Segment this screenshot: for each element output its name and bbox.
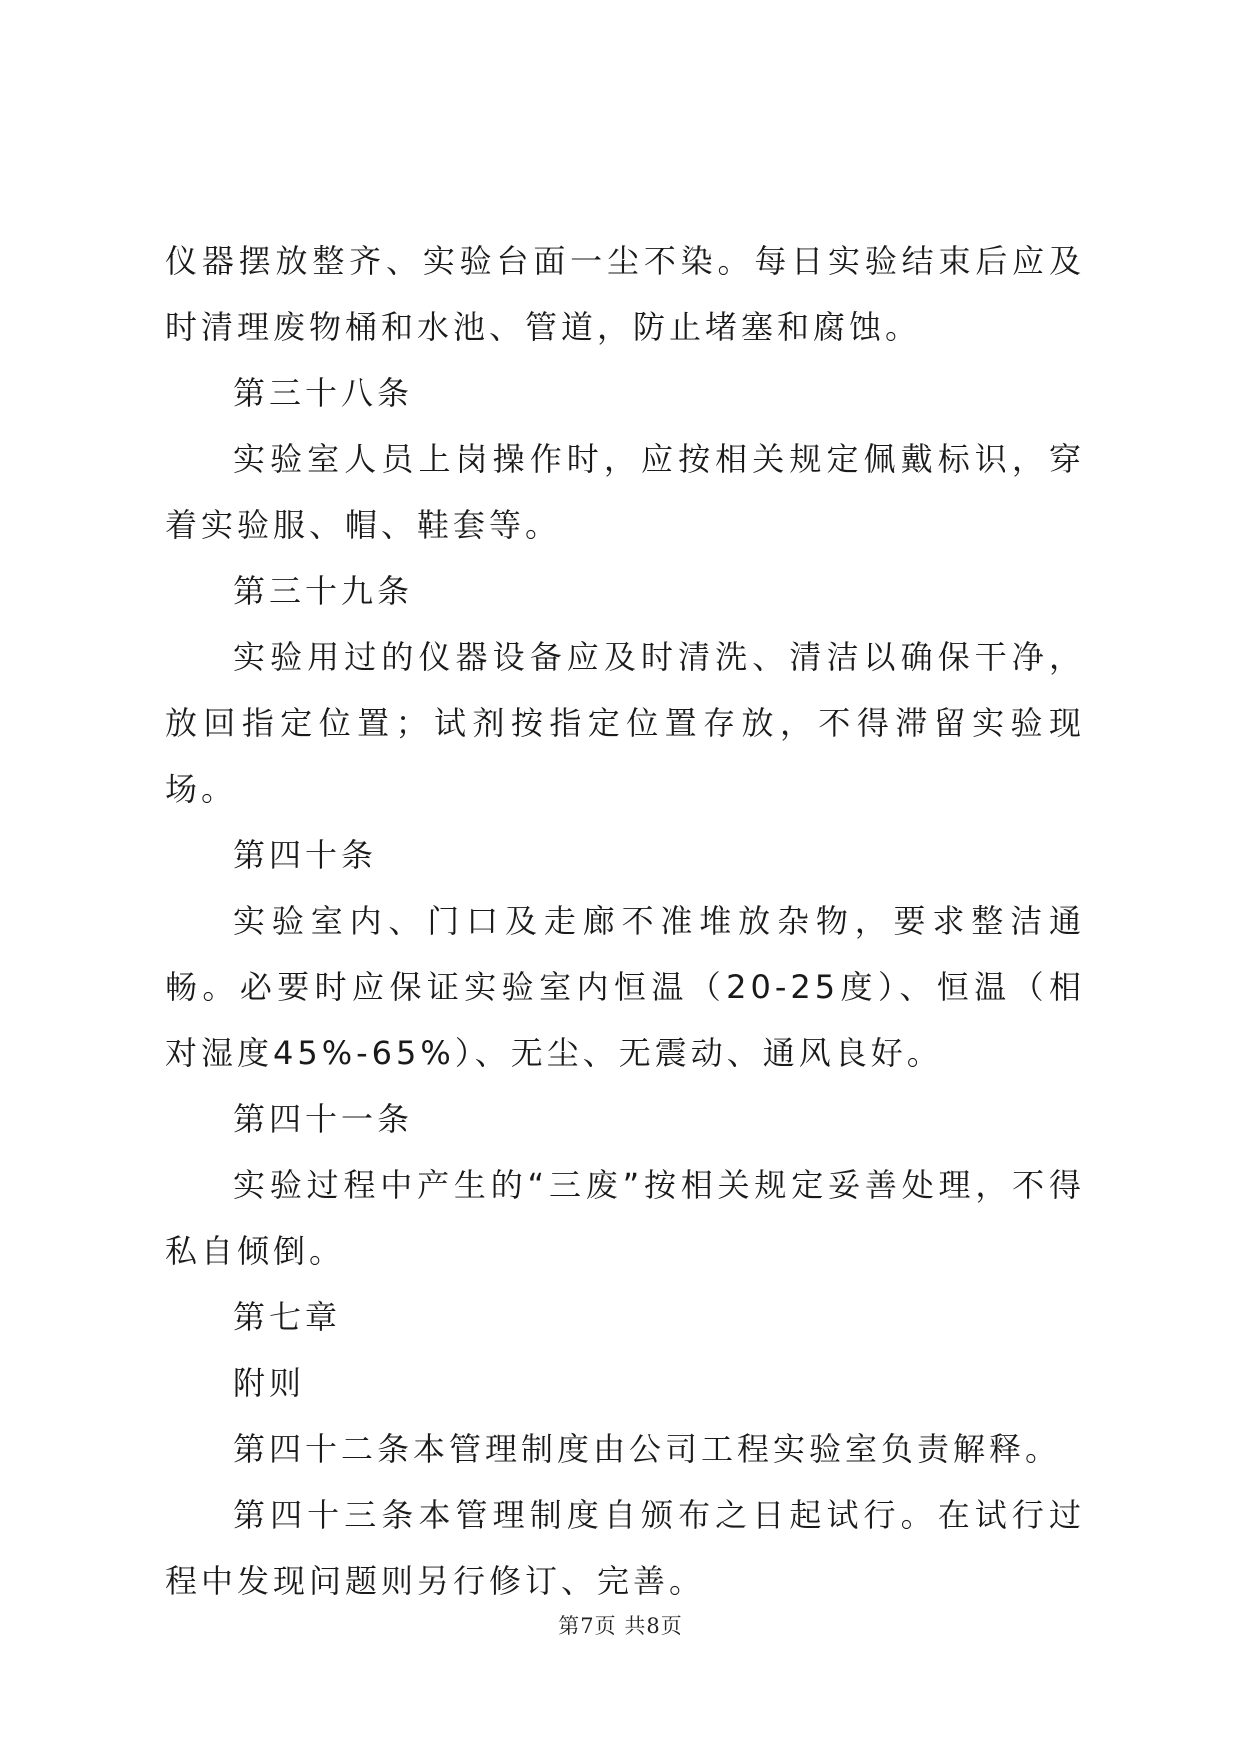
- article-43: 第四十三条本管理制度自颁布之日起试行。在试行过程中发现问题则另行修订、完善。: [165, 1496, 1085, 1600]
- article-41-body: 实验过程中产生的“三废”按相关规定妥善处理，不得私自倾倒。: [165, 1166, 1085, 1270]
- article-39-heading: 第三十九条: [233, 572, 414, 610]
- page-footer: [0, 1610, 1241, 1640]
- article-41-heading: 第四十一条: [233, 1100, 414, 1138]
- article-42: 第四十二条本管理制度由公司工程实验室负责解释。: [233, 1430, 1062, 1468]
- article-40-heading: 第四十条: [233, 836, 378, 874]
- article-38-body: 实验室人员上岗操作时，应按相关规定佩戴标识，穿着实验服、帽、鞋套等。: [165, 440, 1085, 544]
- article-40-body: 实验室内、门口及走廊不准堆放杂物，要求整洁通畅。必要时应保证实验室内恒温（20-25度）、恒温（相对湿度45%-65%）、无尘、无震动、通风良好。: [165, 902, 1085, 1072]
- article-38-heading: 第三十八条: [233, 374, 414, 412]
- paragraph-continuation: 仪器摆放整齐、实验台面一尘不染。每日实验结束后应及时清理废物桶和水池、管道，防止堵塞和腐蚀。: [165, 242, 1085, 346]
- chapter-7-title: 附则: [233, 1364, 306, 1402]
- article-39-body: 实验用过的仪器设备应及时清洗、清洁以确保干净，放回指定位置；试剂按指定位置存放，不得滞留实验现场。: [165, 638, 1085, 808]
- page-number-label: 第7页 共8页: [558, 1614, 683, 1638]
- document-body: [165, 228, 1085, 1614]
- chapter-7-heading: 第七章: [233, 1298, 342, 1336]
